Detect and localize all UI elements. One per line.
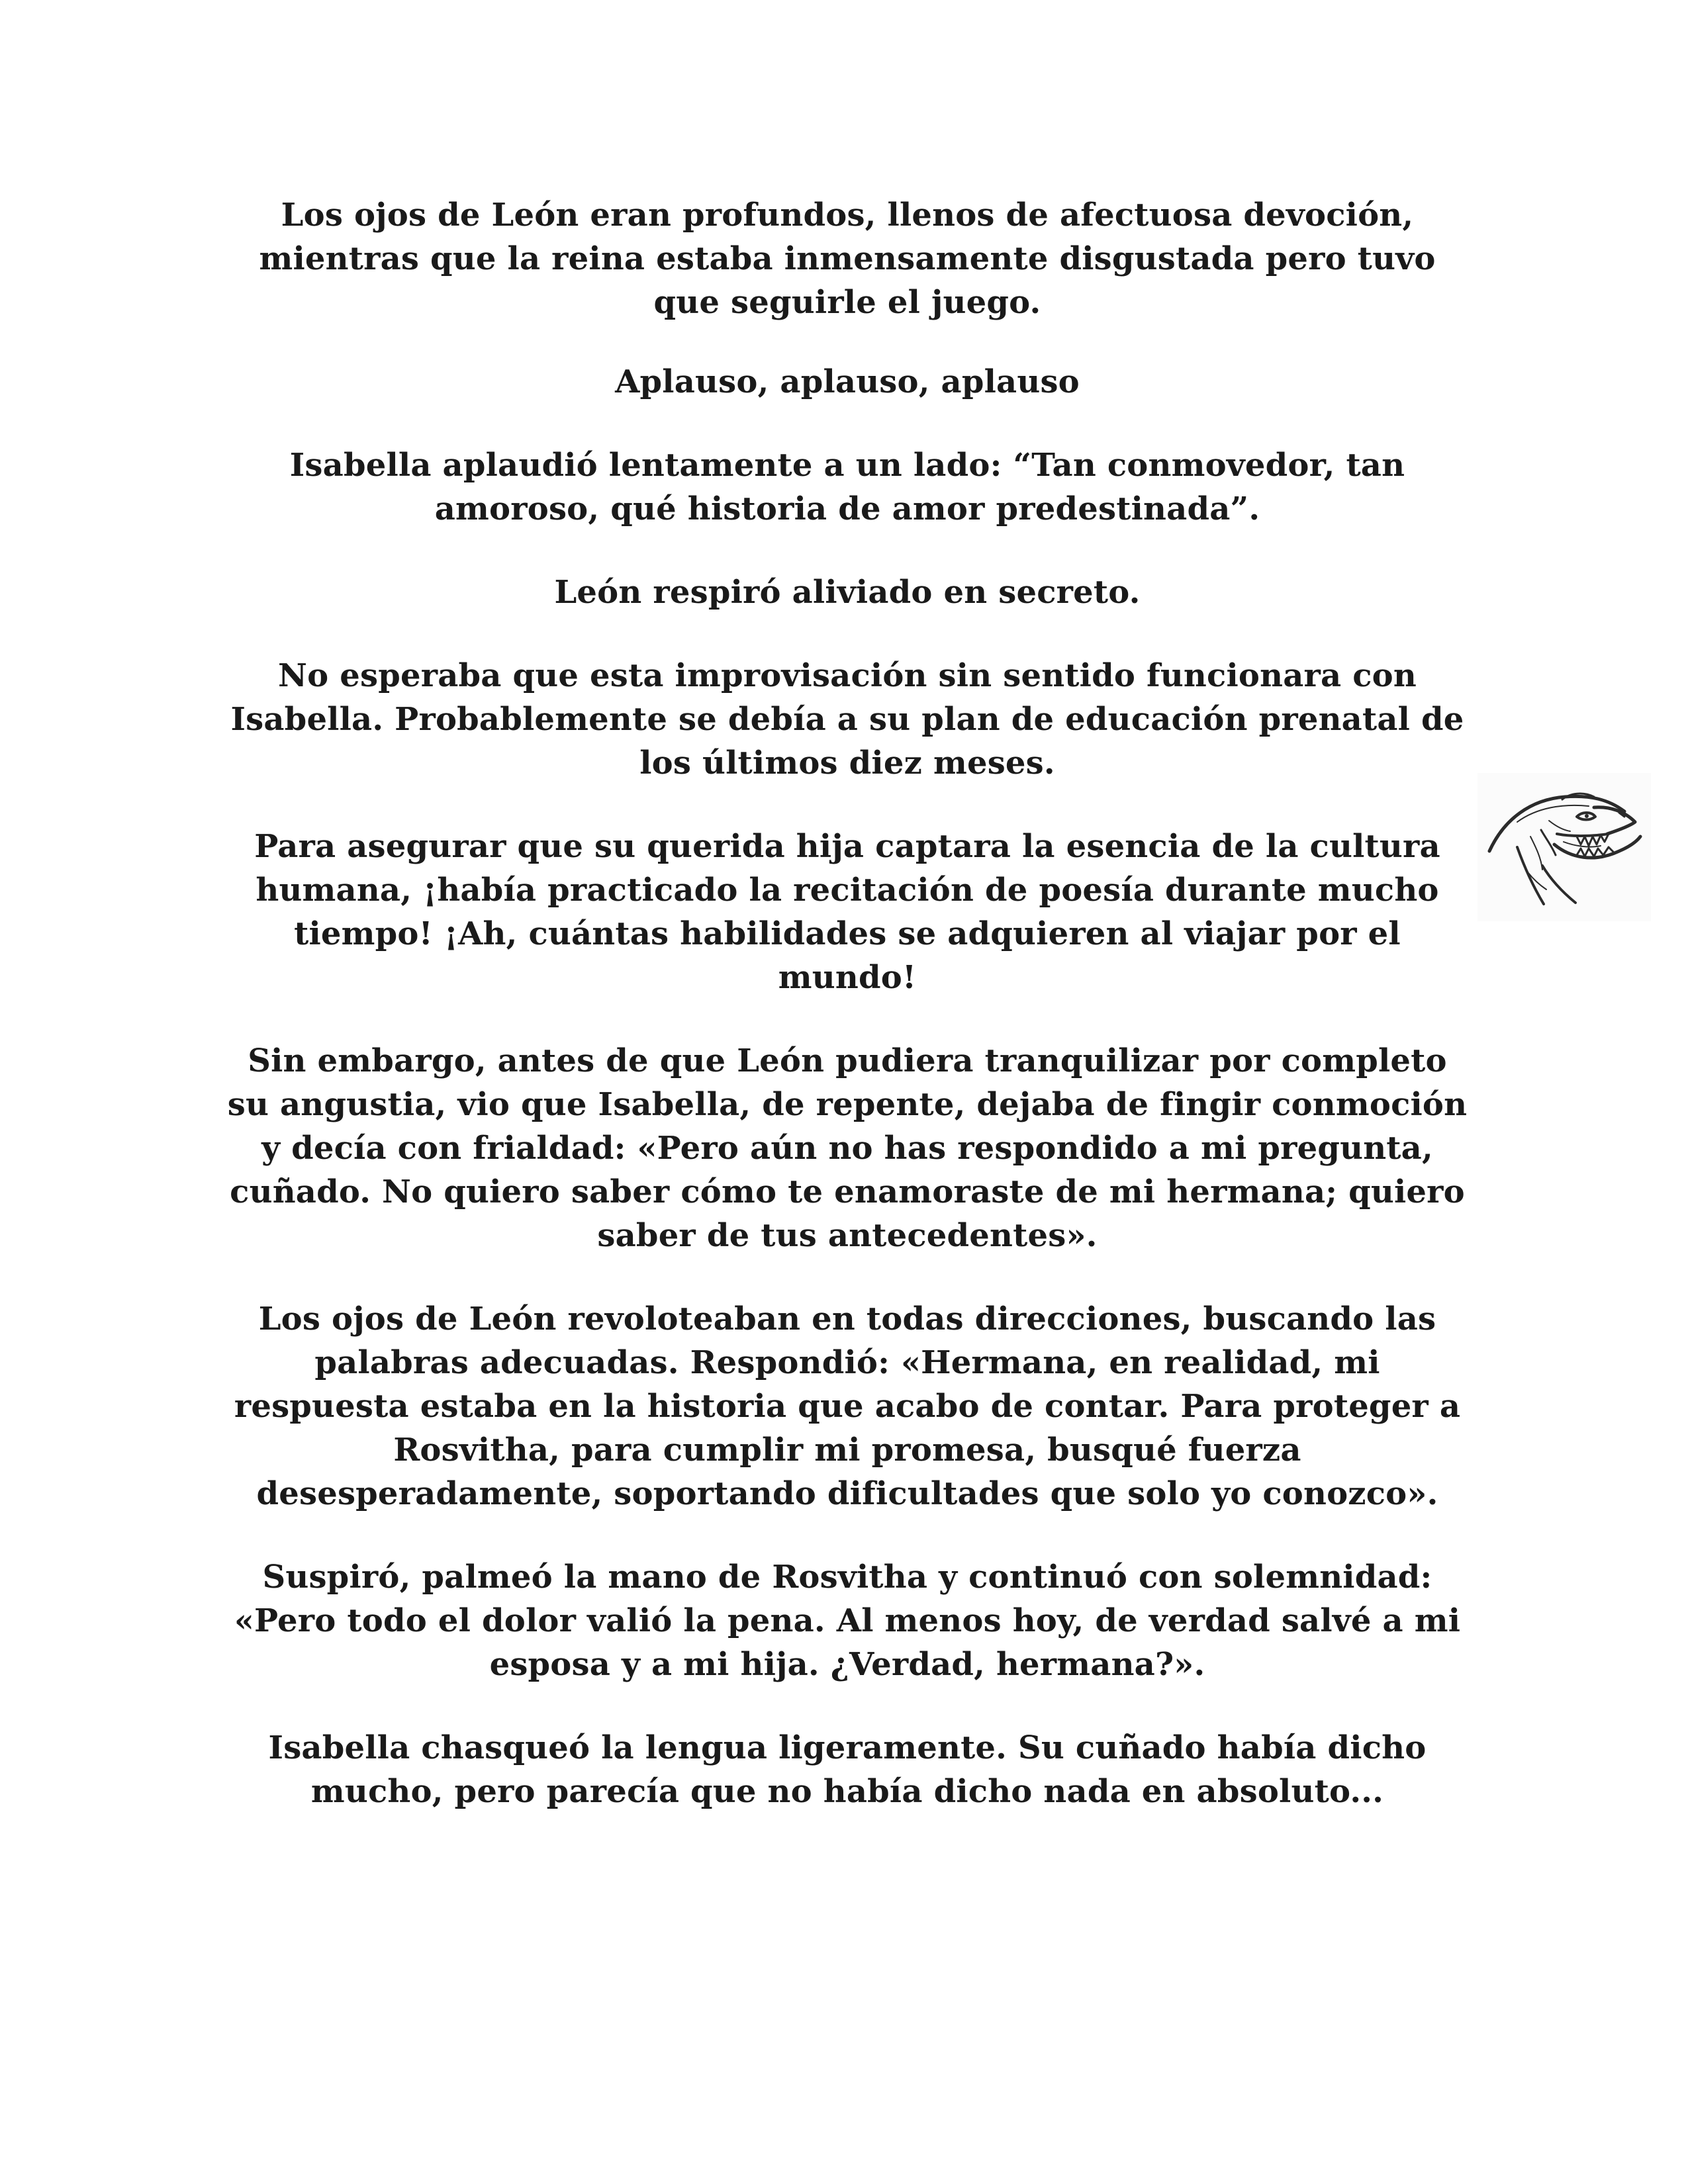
- dinosaur-head-sketch-icon: [1477, 773, 1651, 921]
- paragraph-4: León respiró aliviado en secreto.: [554, 574, 1141, 611]
- paragraph-7: Sin embargo, antes de que León pudiera tranquilizar por completo su angustia, vio que Isabella, de repente, dejaba de fingir conmoción y decía con frialdad: «Pero aún no has respondido a mi pregunta, cuñado. No quiero saber cómo te enamoraste de mi hermana; quiero saber de tus antecedentes».: [227, 1042, 1468, 1254]
- document-body: [225, 193, 1470, 1853]
- paragraph-8: Los ojos de León revoloteaban en todas direcciones, buscando las palabras adecuadas. Respondió: «Hermana, en realidad, mi respuesta estaba en la historia que acabo de contar. Para proteger a Rosvitha, para cumplir mi promesa, busqué fuerza desesperadamente, soportando dificultades que solo yo conozco».: [234, 1300, 1461, 1512]
- paragraph-9: Suspiró, palmeó la mano de Rosvitha y continuó con solemnidad: «Pero todo el dolor valió la pena. Al menos hoy, de verdad salvé a mi esposa y a mi hija. ¿Verdad, hermana?».: [234, 1559, 1461, 1683]
- paragraph-3: Isabella aplaudió lentamente a un lado: “Tan conmovedor, tan amoroso, qué historia de amor predestinada”.: [289, 447, 1405, 527]
- paragraph-6: Para asegurar que su querida hija captara la esencia de la cultura humana, ¡había practicado la recitación de poesía durante mucho tiempo! ¡Ah, cuántas habilidades se adquieren al viajar por el mundo!: [254, 828, 1440, 996]
- paragraph-2: Aplauso, aplauso, aplauso: [615, 363, 1080, 400]
- paragraph-10: Isabella chasqueó la lengua ligeramente. Su cuñado había dicho mucho, pero parecía que no había dicho nada en absoluto...: [268, 1729, 1427, 1810]
- paragraph-5: No esperaba que esta improvisación sin sentido funcionara con Isabella. Probablemente se debía a su plan de educación prenatal de los últimos diez meses.: [230, 657, 1464, 782]
- paragraph-1: Los ojos de León eran profundos, llenos de afectuosa devoción, mientras que la reina estaba inmensamente disgustada pero tuvo que seguirle el juego.: [259, 197, 1436, 321]
